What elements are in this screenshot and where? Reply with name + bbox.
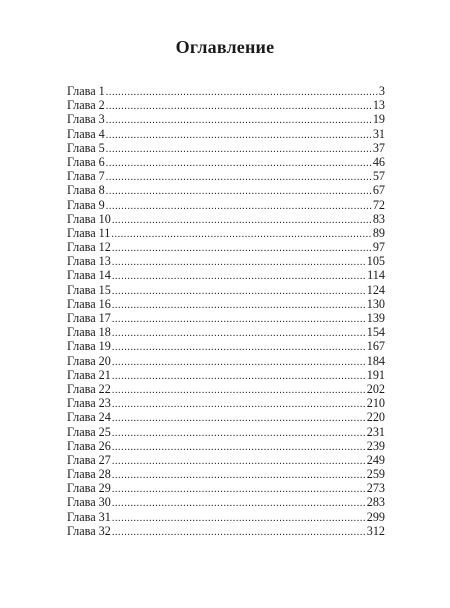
toc-entry-page-number: 210	[366, 396, 385, 411]
toc-entry	[67, 339, 385, 353]
toc-entry	[67, 226, 385, 240]
toc-entry-page-number: 299	[366, 509, 385, 524]
toc-entry-page-number: 97	[372, 240, 385, 255]
toc-entry-label: Глава 14	[67, 268, 111, 283]
toc-dot-leader	[112, 242, 372, 256]
toc-entry-label: Глава 5	[67, 140, 105, 155]
toc-dot-leader	[112, 497, 366, 511]
toc-entry	[67, 510, 385, 524]
toc-entry	[67, 410, 385, 424]
toc-entry-label: Глава 6	[67, 154, 105, 169]
toc-entry	[67, 467, 385, 481]
toc-entry-page-number: 184	[366, 353, 385, 368]
toc-entry	[67, 481, 385, 495]
toc-dot-leader	[112, 313, 366, 327]
page-title: Оглавление	[175, 37, 275, 57]
toc-entry-label: Глава 19	[67, 339, 111, 354]
toc-entry	[67, 112, 385, 126]
toc-entry-label: Глава 20	[67, 353, 111, 368]
toc-dot-leader	[112, 455, 366, 469]
toc-dot-leader	[112, 356, 366, 370]
toc-entry-page-number: 3	[378, 84, 385, 98]
toc-entry	[67, 439, 385, 453]
toc-dot-leader	[106, 185, 372, 199]
toc-dot-leader	[106, 129, 372, 143]
toc-entry	[67, 127, 385, 141]
toc-entry-label: Глава 25	[67, 424, 111, 439]
toc-entry-page-number: 312	[366, 523, 385, 538]
table-of-contents	[67, 84, 385, 538]
toc-entry-label: Глава 11	[67, 225, 111, 240]
toc-entry-label: Глава 9	[67, 197, 105, 212]
toc-entry	[67, 524, 385, 538]
toc-dot-leader	[106, 100, 372, 114]
toc-entry-label: Глава 18	[67, 325, 111, 340]
toc-entry-label: Глава 13	[67, 254, 111, 269]
toc-dot-leader	[112, 299, 366, 313]
toc-entry-label: Глава 2	[67, 98, 105, 113]
toc-entry-label: Глава 29	[67, 481, 111, 496]
toc-dot-leader	[106, 86, 378, 100]
toc-entry	[67, 212, 385, 226]
toc-dot-leader	[112, 526, 366, 540]
toc-entry-label: Глава 7	[67, 169, 105, 184]
toc-entry-page-number: 191	[366, 367, 385, 382]
toc-entry-page-number: 37	[372, 140, 385, 155]
toc-entry	[67, 368, 385, 382]
toc-dot-leader	[106, 157, 372, 171]
toc-dot-leader	[112, 398, 366, 412]
toc-entry-label: Глава 21	[67, 367, 111, 382]
toc-entry	[67, 254, 385, 268]
toc-entry	[67, 141, 385, 155]
toc-dot-leader	[112, 441, 366, 455]
toc-dot-leader	[106, 171, 372, 185]
toc-entry	[67, 240, 385, 254]
toc-dot-leader	[112, 469, 366, 483]
toc-entry-label: Глава 10	[67, 211, 111, 226]
toc-entry-label: Глава 31	[67, 509, 111, 524]
toc-entry	[67, 396, 385, 410]
toc-dot-leader	[112, 285, 366, 299]
toc-entry-label: Глава 16	[67, 296, 111, 311]
toc-entry-page-number: 202	[366, 381, 385, 396]
toc-entry-page-number: 124	[366, 282, 385, 297]
toc-dot-leader	[112, 412, 366, 426]
toc-entry-page-number: 249	[366, 452, 385, 467]
toc-dot-leader	[106, 200, 372, 214]
toc-dot-leader	[112, 341, 366, 355]
toc-entry-page-number: 114	[367, 268, 385, 283]
toc-dot-leader	[112, 512, 366, 526]
toc-entry-page-number: 167	[366, 339, 385, 354]
toc-entry	[67, 354, 385, 368]
toc-entry	[67, 325, 385, 339]
toc-entry-page-number: 105	[366, 254, 385, 269]
toc-entry-page-number: 83	[372, 211, 385, 226]
toc-dot-leader	[112, 483, 366, 497]
toc-entry-page-number: 72	[372, 197, 385, 212]
toc-entry-label: Глава 3	[67, 112, 105, 127]
toc-entry-label: Глава 1	[67, 84, 105, 98]
toc-entry-label: Глава 15	[67, 282, 111, 297]
toc-entry-label: Глава 8	[67, 183, 105, 198]
toc-entry-page-number: 259	[366, 467, 385, 482]
toc-entry	[67, 169, 385, 183]
toc-entry-label: Глава 24	[67, 410, 111, 425]
toc-entry-label: Глава 28	[67, 467, 111, 482]
toc-entry-label: Глава 23	[67, 396, 111, 411]
toc-entry-page-number: 273	[366, 481, 385, 496]
toc-entry	[67, 382, 385, 396]
toc-entry-label: Глава 12	[67, 240, 111, 255]
toc-entry-label: Глава 22	[67, 381, 111, 396]
toc-dot-leader	[112, 327, 366, 341]
toc-entry-page-number: 46	[372, 154, 385, 169]
toc-dot-leader	[112, 256, 366, 270]
toc-dot-leader	[111, 228, 371, 242]
toc-entry-page-number: 130	[366, 296, 385, 311]
toc-entry	[67, 198, 385, 212]
toc-entry-page-number: 19	[372, 112, 385, 127]
toc-entry-label: Глава 30	[67, 495, 111, 510]
toc-entry	[67, 183, 385, 197]
toc-entry-page-number: 154	[366, 325, 385, 340]
toc-entry-label: Глава 26	[67, 438, 111, 453]
toc-dot-leader	[112, 427, 366, 441]
toc-entry	[67, 425, 385, 439]
toc-entry-label: Глава 17	[67, 311, 111, 325]
toc-entry-page-number: 31	[372, 126, 385, 141]
toc-dot-leader	[112, 270, 366, 284]
toc-entry-page-number: 13	[372, 98, 385, 113]
toc-entry-page-number: 139	[366, 311, 385, 325]
toc-dot-leader	[112, 384, 366, 398]
toc-dot-leader	[112, 370, 366, 384]
toc-entry	[67, 495, 385, 509]
toc-entry-label: Глава 32	[67, 523, 111, 538]
toc-entry-label: Глава 27	[67, 452, 111, 467]
toc-entry-page-number: 220	[366, 410, 385, 425]
toc-dot-leader	[106, 114, 372, 128]
toc-entry-page-number: 67	[372, 183, 385, 198]
toc-dot-leader	[112, 214, 372, 228]
toc-entry	[67, 453, 385, 467]
toc-entry-page-number: 239	[366, 438, 385, 453]
toc-entry-page-number: 89	[372, 225, 385, 240]
toc-entry	[67, 84, 385, 98]
toc-dot-leader	[106, 143, 372, 157]
toc-entry	[67, 297, 385, 311]
toc-entry	[67, 98, 385, 112]
toc-entry	[67, 268, 385, 282]
toc-entry	[67, 283, 385, 297]
toc-entry-page-number: 283	[366, 495, 385, 510]
toc-entry-label: Глава 4	[67, 126, 105, 141]
toc-entry-page-number: 57	[372, 169, 385, 184]
toc-entry-page-number: 231	[366, 424, 385, 439]
toc-entry	[67, 311, 385, 325]
toc-entry	[67, 155, 385, 169]
